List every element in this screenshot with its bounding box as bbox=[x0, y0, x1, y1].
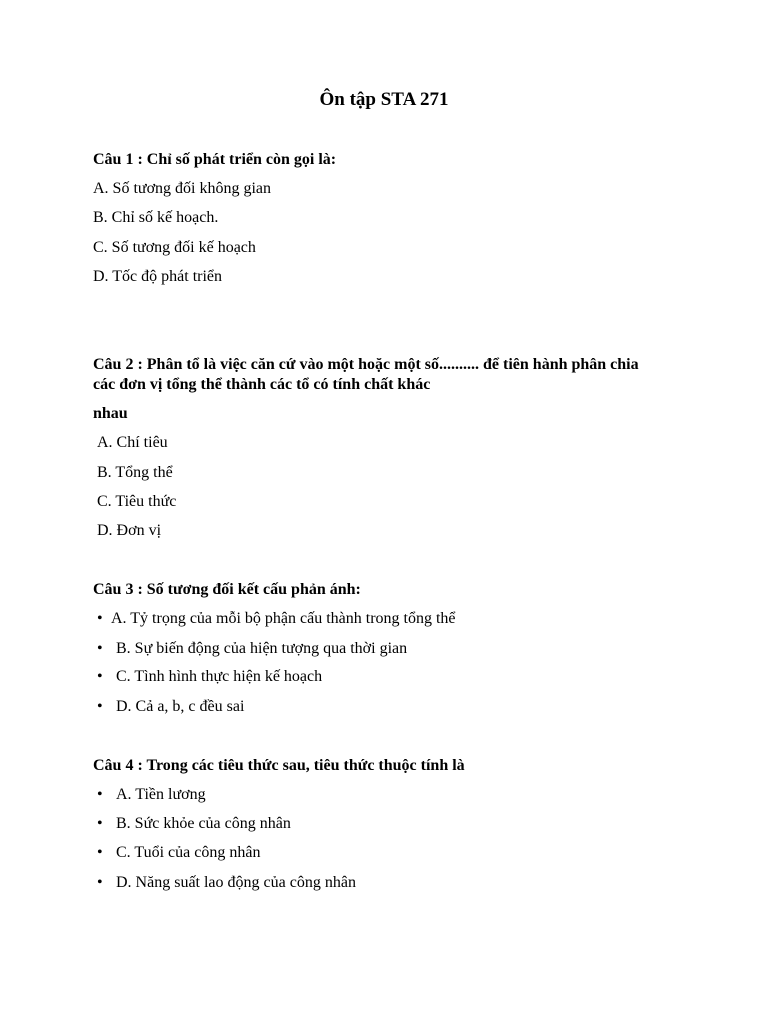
bullet-icon: • bbox=[97, 668, 103, 685]
q3-option-d-text: D. Cả a, b, c đều sai bbox=[116, 698, 245, 715]
q3-option-d bbox=[97, 697, 244, 717]
q1-option-d: D. Tốc độ phát triển bbox=[93, 268, 223, 285]
q1-option-b: B. Chỉ số kế hoạch. bbox=[93, 209, 219, 226]
question-2-line-3: nhau bbox=[93, 405, 128, 422]
q4-option-a bbox=[97, 785, 206, 805]
question-1: Câu 1 : Chỉ số phát triển còn gọi là: bbox=[93, 151, 337, 168]
question-2-line-1: Câu 2 : Phân tổ là việc căn cứ vào một hoặc một số.......... để tiên hành phân chia bbox=[93, 356, 639, 373]
bullet-icon: • bbox=[97, 698, 103, 715]
q4-option-b bbox=[97, 814, 291, 834]
bullet-icon: • bbox=[97, 610, 103, 627]
q4-option-b-text: B. Sức khỏe của công nhân bbox=[116, 815, 291, 832]
q4-option-d-text: D. Năng suất lao động của công nhân bbox=[116, 874, 356, 891]
bullet-icon: • bbox=[97, 844, 103, 861]
q3-option-b bbox=[97, 639, 407, 659]
q2-option-c: C. Tiêu thức bbox=[97, 493, 177, 510]
q3-option-a bbox=[97, 609, 456, 629]
bullet-icon: • bbox=[97, 640, 103, 657]
q3-option-c bbox=[97, 667, 322, 687]
q4-option-d bbox=[97, 873, 356, 893]
q4-option-a-text: A. Tiền lương bbox=[116, 786, 206, 803]
bullet-icon: • bbox=[97, 874, 103, 891]
q1-option-c: C. Số tương đối kế hoạch bbox=[93, 239, 256, 256]
bullet-icon: • bbox=[97, 815, 103, 832]
q2-option-b: B. Tổng thể bbox=[97, 464, 173, 481]
q1-option-a: A. Số tương đối không gian bbox=[93, 180, 272, 197]
question-3: Câu 3 : Số tương đối kết cấu phản ánh: bbox=[93, 581, 361, 598]
q3-option-a-text: A. Tỷ trọng của mỗi bộ phận cấu thành trong tổng thể bbox=[111, 610, 456, 627]
question-2-line-2: các đơn vị tổng thể thành các tổ có tính chất khác bbox=[93, 376, 431, 393]
question-4: Câu 4 : Trong các tiêu thức sau, tiêu thức thuộc tính là bbox=[93, 757, 465, 774]
page-title: Ôn tập STA 271 bbox=[319, 89, 449, 110]
q4-option-c-text: C. Tuổi của công nhân bbox=[116, 844, 261, 861]
q4-option-c bbox=[97, 843, 260, 863]
q2-option-a: A. Chí tiêu bbox=[97, 434, 168, 451]
q3-option-b-text: B. Sự biến động của hiện tượng qua thời gian bbox=[116, 640, 408, 657]
q2-option-d: D. Đơn vị bbox=[97, 522, 162, 539]
bullet-icon: • bbox=[97, 786, 103, 803]
q3-option-c-text: C. Tình hình thực hiện kế hoạch bbox=[116, 668, 323, 685]
